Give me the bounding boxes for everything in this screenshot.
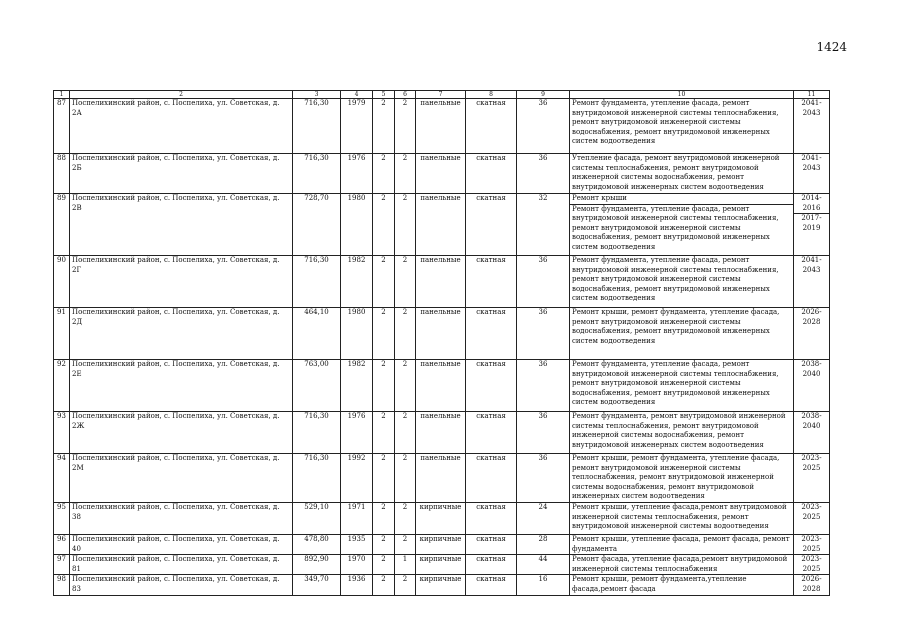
apartments-cell: 36 [517,256,570,308]
wall-material-cell: панельные [416,256,466,308]
row-number: 88 [54,154,70,194]
area-cell: 349,70 [293,575,341,595]
row-number: 93 [54,412,70,454]
apartments-cell: 28 [517,535,570,555]
roof-type-cell: скатная [466,194,517,256]
address-cell: Поспелихинский район, с. Поспелиха, ул. Советская, д. 2Б [70,154,293,194]
repair-works-cell [570,535,794,555]
floors-cell: 2 [373,256,395,308]
year-cell: 1971 [341,503,373,535]
repair-work-text: Ремонт фасада, утепление фасада,ремонт внутридомовой инженерной системы теплоснабжения [572,555,788,573]
year-cell: 1982 [341,256,373,308]
floors-cell: 2 [373,194,395,256]
year-cell: 1982 [341,360,373,412]
apartments-cell: 36 [517,412,570,454]
repair-period-cell [794,575,830,595]
column-number-row [54,91,830,99]
wall-material-cell: панельные [416,194,466,256]
apartments-cell: 44 [517,555,570,575]
apartments-cell: 24 [517,503,570,535]
repair-period-cell [794,308,830,360]
column-header: 9 [517,91,570,99]
table-row [54,360,830,412]
address-cell: Поспелихинский район, с. Поспелиха, ул. Советская, д. 83 [70,575,293,595]
area-cell: 716,30 [293,454,341,503]
repair-period-cell [794,503,830,535]
year-cell: 1935 [341,535,373,555]
apartments-cell: 16 [517,575,570,595]
repair-period-text: 2017-2019 [794,213,829,233]
column-header: 2 [70,91,293,99]
repair-period-text: 2041-2043 [801,256,822,274]
repair-work-text: Ремонт крыши, утепление фасада,ремонт внутридомовой инженерной системы теплоснабжения, ремонт внутридомовой инженерной системы водоотведения [572,503,787,531]
column-header: 1 [54,91,70,99]
wall-material-cell: панельные [416,154,466,194]
area-cell: 728,70 [293,194,341,256]
entrances-cell: 2 [395,99,416,154]
address-cell: Поспелихинский район, с. Поспелиха, ул. Советская, д. 2В [70,194,293,256]
repair-work-text: Ремонт крыши, ремонт фундамента, утепление фасада, ремонт внутридомовой инженерной системы теплоснабжения, ремонт внутридомовой инженерной системы водоснабжения, ремонт внутридомовой инженерных систем водоотведения [572,454,780,501]
repair-work-text: Ремонт фундамента, утепление фасада, ремонт внутридомовой инженерной системы теплоснабжения, ремонт внутридомовой инженерной системы водоснабжения, ремонт внутридомовой инженерных систем водоотведения [570,204,793,253]
entrances-cell: 2 [395,454,416,503]
table-row [54,99,830,154]
roof-type-cell: скатная [466,308,517,360]
roof-type-cell: скатная [466,99,517,154]
apartments-cell: 36 [517,308,570,360]
area-cell: 716,30 [293,99,341,154]
wall-material-cell: панельные [416,412,466,454]
address-cell: Поспелихинский район, с. Поспелиха, ул. Советская, д. 40 [70,535,293,555]
repair-work-text: Ремонт фундамента, утепление фасада, ремонт внутридомовой инженерной системы теплоснабжения, ремонт внутридомовой инженерной системы водоснабжения, ремонт внутридомовой инженерных систем водоотведения [572,256,779,303]
wall-material-cell: панельные [416,308,466,360]
roof-type-cell: скатная [466,154,517,194]
row-number: 87 [54,99,70,154]
repair-work-text: Утепление фасада, ремонт внутридомовой инженерной системы теплоснабжения, ремонт внутридомовой инженерной системы водоснабжения, ремонт внутридомовой инженерных систем водоотведения [572,154,780,191]
column-header: 7 [416,91,466,99]
row-number: 95 [54,503,70,535]
repair-period-text: 2023-2025 [801,454,822,472]
address-cell: Поспелихинский район, с. Поспелиха, ул. Советская, д. 2Г [70,256,293,308]
roof-type-cell: скатная [466,555,517,575]
floors-cell: 2 [373,503,395,535]
address-cell: Поспелихинский район, с. Поспелиха, ул. Советская, д. 2М [70,454,293,503]
repair-works-cell [570,555,794,575]
repair-period-text: 2026-2028 [801,308,822,326]
wall-material-cell: кирпичные [416,503,466,535]
area-cell: 478,80 [293,535,341,555]
repair-work-text: Ремонт крыши [572,194,627,202]
repair-works-cell [570,412,794,454]
repair-works-cell [570,575,794,595]
apartments-cell: 32 [517,194,570,256]
apartments-cell: 36 [517,99,570,154]
area-cell: 892,90 [293,555,341,575]
repair-period-cell [794,99,830,154]
repair-period-cell [794,256,830,308]
repair-works-cell [570,154,794,194]
repair-period-text: 2041-2043 [801,99,822,117]
address-cell: Поспелихинский район, с. Поспелиха, ул. Советская, д. 38 [70,503,293,535]
wall-material-cell: кирпичные [416,555,466,575]
repair-works-cell [570,503,794,535]
year-cell: 1936 [341,575,373,595]
row-number: 90 [54,256,70,308]
floors-cell: 2 [373,575,395,595]
column-header: 6 [395,91,416,99]
roof-type-cell: скатная [466,454,517,503]
year-cell: 1980 [341,194,373,256]
table-row [54,503,830,535]
year-cell: 1980 [341,308,373,360]
wall-material-cell: панельные [416,360,466,412]
repair-works-cell [570,454,794,503]
area-cell: 464,10 [293,308,341,360]
repair-works-cell [570,308,794,360]
repair-period-cell [794,555,830,575]
table-row [54,575,830,595]
entrances-cell: 1 [395,555,416,575]
address-cell: Поспелихинский район, с. Поспелиха, ул. Советская, д. 2Д [70,308,293,360]
area-cell: 763,00 [293,360,341,412]
floors-cell: 2 [373,99,395,154]
column-header: 11 [794,91,830,99]
entrances-cell: 2 [395,308,416,360]
table-row [54,555,830,575]
area-cell: 716,30 [293,412,341,454]
address-cell: Поспелихинский район, с. Поспелиха, ул. Советская, д. 2А [70,99,293,154]
row-number: 96 [54,535,70,555]
row-number: 94 [54,454,70,503]
repair-work-text: Ремонт фундамента, утепление фасада, ремонт внутридомовой инженерной системы теплоснабжения, ремонт внутридомовой инженерной системы водоснабжения, ремонт внутридомовой инженерных систем водоотведения [572,99,779,146]
repair-period-text: 2023-2025 [801,555,822,573]
page-number: 1424 [816,40,847,54]
entrances-cell: 2 [395,535,416,555]
repair-period-cell [794,194,830,256]
floors-cell: 2 [373,535,395,555]
entrances-cell: 2 [395,154,416,194]
year-cell: 1976 [341,412,373,454]
year-cell: 1970 [341,555,373,575]
table-row [54,454,830,503]
roof-type-cell: скатная [466,503,517,535]
year-cell: 1976 [341,154,373,194]
address-cell: Поспелихинский район, с. Поспелиха, ул. Советская, д. 81 [70,555,293,575]
apartments-cell: 36 [517,454,570,503]
address-cell: Поспелихинский район, с. Поспелиха, ул. Советская, д. 2Ж [70,412,293,454]
repair-period-text: 2038-2040 [801,360,822,378]
row-number: 98 [54,575,70,595]
table-row [54,256,830,308]
repair-period-text: 2023-2025 [801,503,822,521]
row-number: 92 [54,360,70,412]
repair-works-cell [570,256,794,308]
area-cell: 529,10 [293,503,341,535]
entrances-cell: 2 [395,575,416,595]
floors-cell: 2 [373,360,395,412]
roof-type-cell: скатная [466,535,517,555]
area-cell: 716,30 [293,256,341,308]
column-header: 10 [570,91,794,99]
wall-material-cell: панельные [416,99,466,154]
table-row [54,412,830,454]
repair-work-text: Ремонт крыши, утепление фасада, ремонт фасада, ремонт фундамента [572,535,790,553]
floors-cell: 2 [373,454,395,503]
roof-type-cell: скатная [466,412,517,454]
entrances-cell: 2 [395,503,416,535]
repair-period-text: 2023-2025 [801,535,822,553]
apartments-cell: 36 [517,360,570,412]
entrances-cell: 2 [395,194,416,256]
column-header: 8 [466,91,517,99]
floors-cell: 2 [373,412,395,454]
table-row [54,535,830,555]
repair-works-cell [570,360,794,412]
area-cell: 716,30 [293,154,341,194]
apartments-cell: 36 [517,154,570,194]
column-header: 3 [293,91,341,99]
repair-works-cell [570,99,794,154]
table-row [54,194,830,256]
repair-period-cell [794,360,830,412]
repair-period-cell [794,535,830,555]
entrances-cell: 2 [395,360,416,412]
column-header: 4 [341,91,373,99]
table-row [54,154,830,194]
repair-work-text: Ремонт фундамента, утепление фасада, ремонт внутридомовой инженерной системы теплоснабжения, ремонт внутридомовой инженерной системы водоснабжения, ремонт внутридомовой инженерных систем водоотведения [572,360,779,407]
floors-cell: 2 [373,555,395,575]
repair-period-text: 2026-2028 [801,575,822,593]
repair-work-text: Ремонт крыши, ремонт фундамента,утепление фасада,ремонт фасада [572,575,747,593]
repair-period-text: 2014-2016 [801,194,822,212]
wall-material-cell: панельные [416,454,466,503]
repair-period-text: 2041-2043 [801,154,822,172]
roof-type-cell: скатная [466,575,517,595]
roof-type-cell: скатная [466,256,517,308]
repair-work-text: Ремонт крыши, ремонт фундамента, утепление фасада, ремонт внутридомовой инженерной системы водоснабжения, ремонт внутридомовой инженерных систем водоотведения [572,308,780,345]
column-header: 5 [373,91,395,99]
roof-type-cell: скатная [466,360,517,412]
repair-period-cell [794,154,830,194]
row-number: 97 [54,555,70,575]
row-number: 89 [54,194,70,256]
repair-period-text: 2038-2040 [801,412,822,430]
repair-period-cell [794,454,830,503]
entrances-cell: 2 [395,412,416,454]
year-cell: 1992 [341,454,373,503]
row-number: 91 [54,308,70,360]
repair-works-cell [570,194,794,256]
repair-work-text: Ремонт фундамента, ремонт внутридомовой инженерной системы теплоснабжения, ремонт внутридомовой инженерной системы водоснабжения, ремонт внутридомовой инженерных систем водоотведения [572,412,786,449]
wall-material-cell: кирпичные [416,575,466,595]
table-row [54,308,830,360]
entrances-cell: 2 [395,256,416,308]
repair-period-cell [794,412,830,454]
housing-repair-table [53,90,830,596]
address-cell: Поспелихинский район, с. Поспелиха, ул. Советская, д. 2Е [70,360,293,412]
floors-cell: 2 [373,308,395,360]
floors-cell: 2 [373,154,395,194]
year-cell: 1979 [341,99,373,154]
wall-material-cell: кирпичные [416,535,466,555]
